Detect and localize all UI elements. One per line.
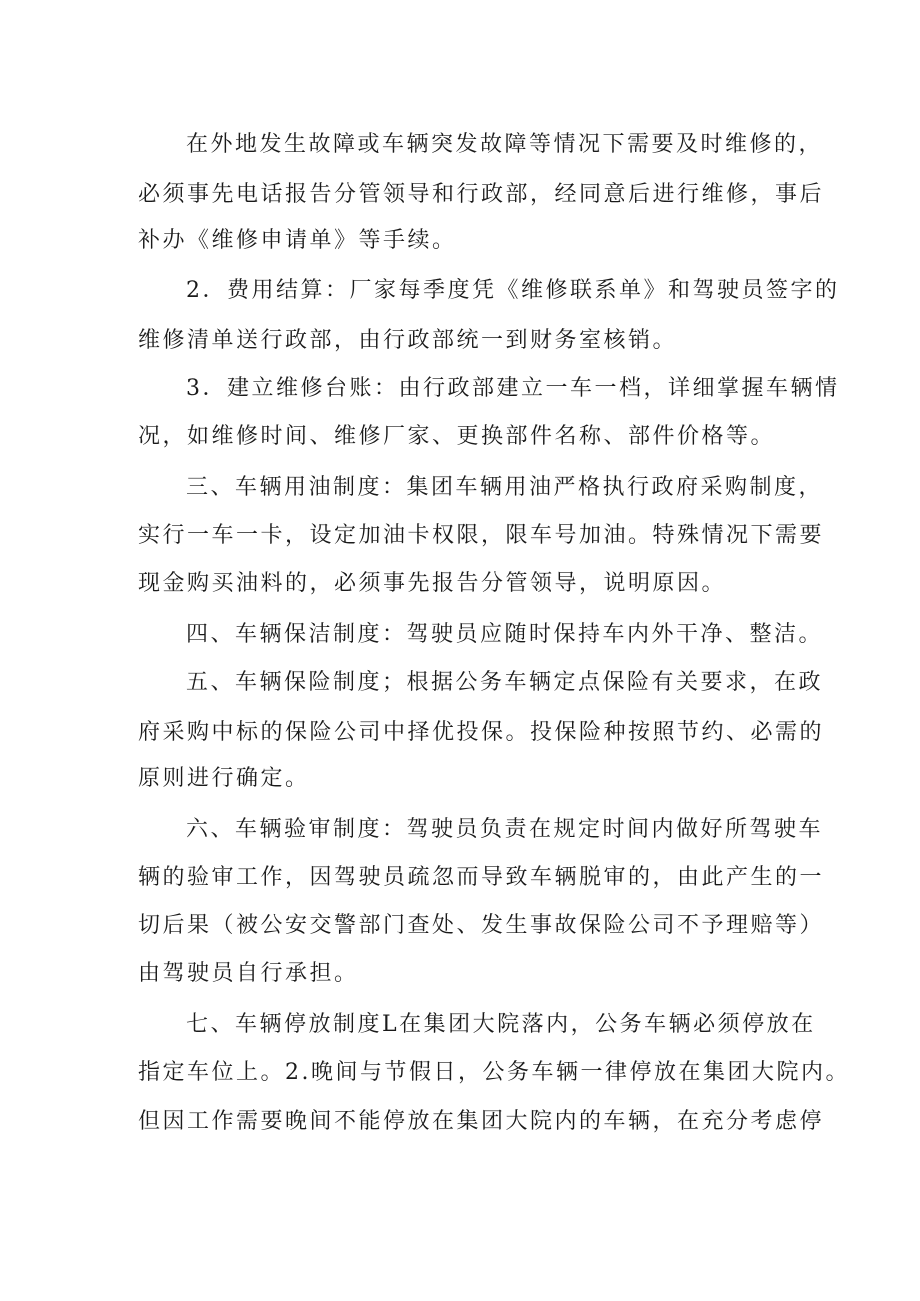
paragraph-line: 四、车辆保洁制度：驾驶员应随时保持车内外干净、整洁。 [186, 622, 824, 647]
paragraph-line: 七、车辆停放制度L在集团大院落内，公务车辆必须停放在 [186, 1012, 816, 1037]
paragraph-line: 六、车辆验审制度：驾驶员负责在规定时间内做好所驾驶车 [186, 817, 824, 842]
paragraph-line: 府采购中标的保险公司中择优投保。投保险种按照节约、必需的 [138, 720, 825, 745]
paragraph-line: 2．费用结算：厂家每季度凭《维修联系单》和驾驶员签字的 [186, 278, 840, 303]
paragraph-line: 3．建立维修台账：由行政部建立一车一档，详细掌握车辆情 [186, 376, 840, 401]
paragraph-line: 在外地发生故障或车辆突发故障等情况下需要及时维修的， [186, 132, 824, 157]
paragraph-line: 维修清单送行政部，由行政部统一到财务室核销。 [138, 328, 678, 353]
paragraph-line: 现金购买油料的，必须事先报告分管领导，说明原因。 [138, 571, 727, 596]
paragraph-line: 指定车位上。2.晚间与节假日，公务车辆一律停放在集团大院内。 [138, 1060, 850, 1085]
paragraph-line: 但因工作需要晚间不能停放在集团大院内的车辆，在充分考虑停 [138, 1109, 825, 1134]
paragraph-line: 五、车辆保险制度；根据公务车辆定点保险有关要求，在政 [186, 670, 824, 695]
paragraph-line: 况，如维修时间、维修厂家、更换部件名称、部件价格等。 [138, 424, 776, 449]
paragraph-line: 辆的验审工作，因驾驶员疏忽而导致车辆脱审的，由此产生的一 [138, 865, 825, 890]
paragraph-line: 切后果（被公安交警部门查处、发生事故保险公司不予理赔等） [138, 913, 825, 938]
paragraph-line: 必须事先电话报告分管领导和行政部，经同意后进行维修，事后 [138, 182, 825, 207]
paragraph-line: 原则进行确定。 [138, 766, 310, 791]
paragraph-line: 实行一车一卡，设定加油卡权限，限车号加油。特殊情况下需要 [138, 523, 825, 548]
paragraph-line: 三、车辆用油制度：集团车辆用油严格执行政府采购制度， [186, 475, 824, 500]
paragraph-line: 补办《维修申请单》等手续。 [138, 228, 457, 253]
paragraph-line: 由驾驶员自行承担。 [138, 961, 359, 986]
